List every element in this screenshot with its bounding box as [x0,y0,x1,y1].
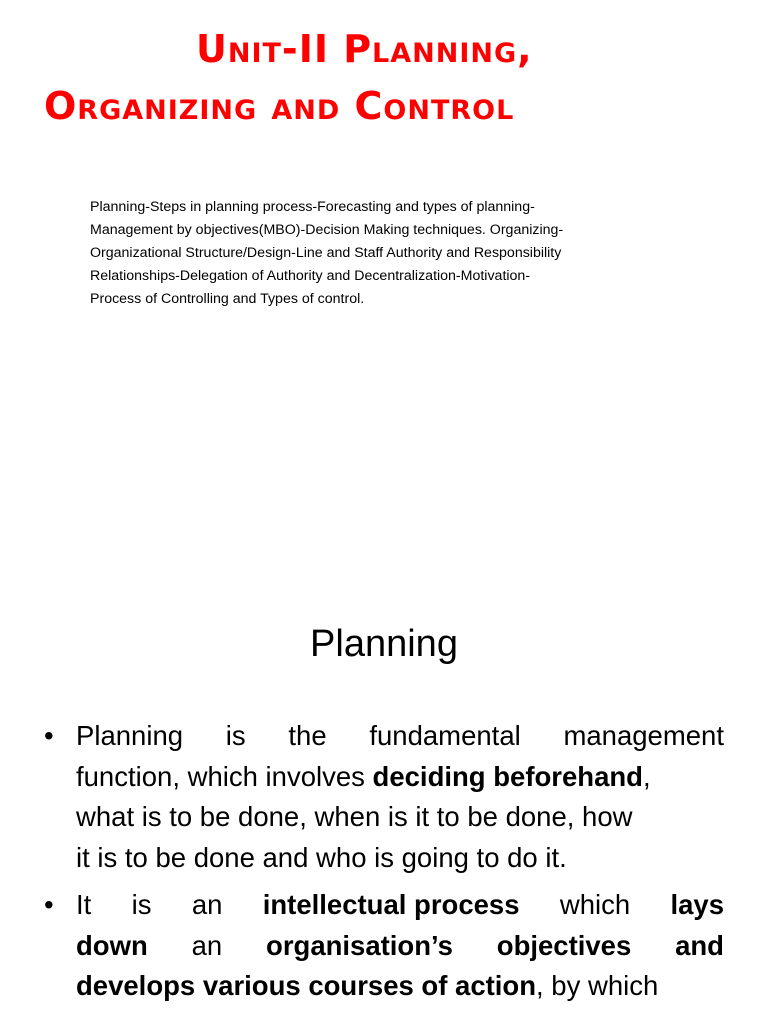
summary-line: Planning-Steps in planning process-Forecasting and types of planning- [90,199,535,215]
bullet2-line2 [76,926,724,967]
syllabus-summary [90,196,690,311]
word: is [131,889,152,920]
summary-line: Process of Controlling and Types of control. [90,291,365,307]
bold-word: and [675,929,724,961]
unit-title-line-1: Unit-II Planning, [196,27,533,71]
word: is [225,720,246,751]
text-run: , [642,760,651,792]
word: Planning [76,720,184,751]
word: management [563,720,724,751]
bold-word: intellectual process [262,889,520,920]
text-run: function, which involves [76,760,373,792]
unit-title-line-2: Organizing and Control [44,84,515,128]
bullet1-line3: what is to be done, when is it to be done, how [76,801,633,832]
bold-word: organisation’s [266,929,453,961]
bullet-list [44,716,724,1014]
summary-line: Management by objectives(MBO)-Decision Making techniques. Organizing- [90,222,564,238]
bullet1-line2 [76,757,724,798]
bullet2-line3 [76,966,724,1007]
bullet-glyph: • [44,720,54,751]
bold-word: down [76,929,148,961]
bold-text-run: deciding beforehand [372,760,643,792]
summary-line: Relationships-Delegation of Authority and Decentralization-Motivation- [90,268,531,284]
bold-word: lays [670,889,724,920]
bold-text-run: develops various courses of action [76,970,537,1001]
bold-word: objectives [496,929,632,961]
word: the [288,720,327,751]
summary-line: Organizational Structure/Design-Line and Staff Authority and Responsibility [90,245,562,261]
bullet2-line1 [76,885,724,926]
slide-title-planning: Planning [310,623,458,665]
word: fundamental [369,720,521,751]
word: an [191,889,223,920]
bullet-item-2 [44,885,724,1007]
word: which [559,889,631,920]
bullet1-line1 [76,716,724,757]
text-run: , by which [536,970,659,1001]
word: It [76,889,92,920]
bullet1-line4: it is to be done and who is going to do it. [76,841,567,873]
bullet-glyph: • [44,889,54,920]
bullet-item-1 [44,716,724,878]
word: an [191,929,223,961]
